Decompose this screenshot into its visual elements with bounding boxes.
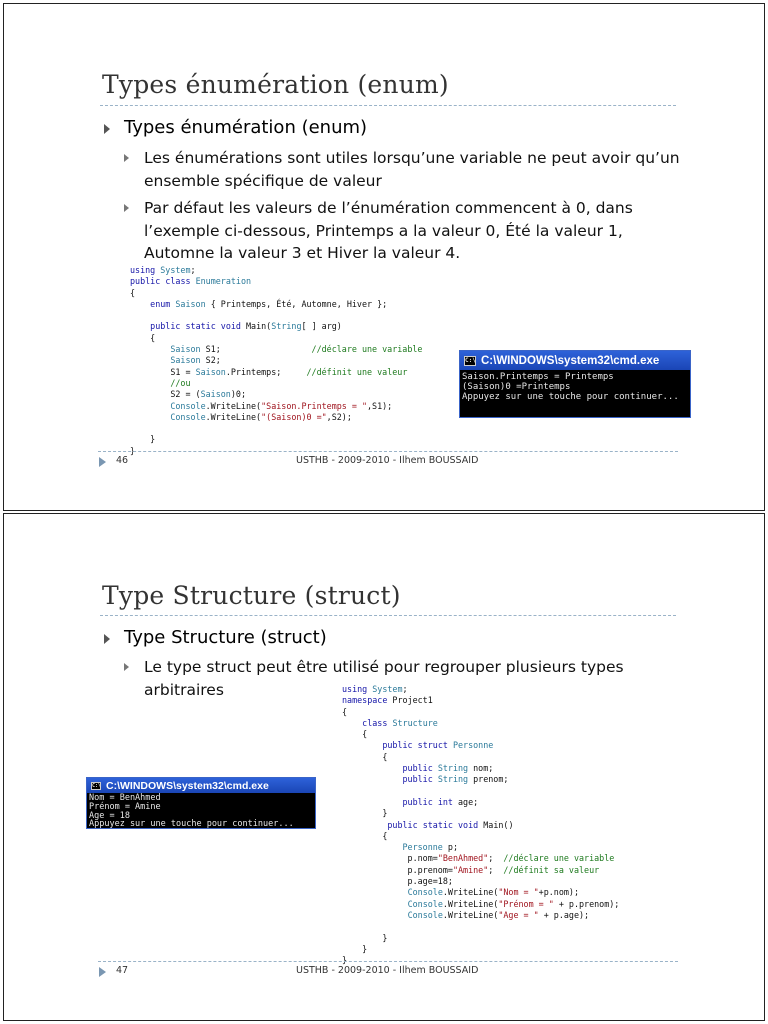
bullet-level1 — [104, 627, 327, 648]
page-number: 47 — [116, 965, 129, 976]
code-line: public int age; — [402, 796, 479, 807]
code-line: p.nom="BenAhmed"; //déclare une variable — [342, 853, 615, 864]
console-output — [460, 370, 690, 405]
console-line: (Saison)0 =Printemps — [462, 382, 571, 393]
console-titlebar[interactable] — [460, 351, 690, 370]
code-line: public struct Personne — [382, 740, 494, 751]
slide-46 — [3, 3, 765, 511]
console-line: Appuyez sur une touche pour continuer... — [462, 392, 679, 403]
slide-47 — [3, 513, 765, 1021]
console-titlebar[interactable] — [87, 778, 315, 793]
code-line: namespace Project1 — [342, 695, 433, 706]
code-line: } — [130, 434, 156, 445]
code-line: Console.WriteLine("Nom = "+p.nom); — [407, 887, 580, 898]
code-line: { — [130, 332, 156, 343]
sub-bullet — [124, 197, 684, 265]
code-line — [342, 921, 619, 932]
code-line: } — [342, 955, 348, 966]
code-line: class Structure — [362, 717, 438, 728]
console-window — [86, 777, 316, 829]
bullet-level1 — [104, 117, 367, 138]
sub-bullet-text: Les énumérations sont utiles lorsqu’une variable ne peut avoir qu’un ensemble spécifique de valeur — [144, 149, 680, 190]
console-output — [87, 793, 315, 831]
code-line: } — [342, 932, 388, 943]
code-line: p.age=18; — [342, 876, 453, 887]
footer-arrow-icon — [99, 457, 106, 467]
code-line: public String prenom; — [402, 774, 509, 785]
code-line: Console.WriteLine("Saison.Printemps = ",S1); — [170, 400, 393, 411]
code-listing — [130, 265, 422, 457]
code-line: public String nom; — [402, 763, 494, 774]
sub-bullet-text: Le type struct peut être utilisé pour regrouper plusieurs types arbitraires — [144, 658, 624, 699]
footer-arrow-icon — [99, 967, 106, 977]
code-line — [342, 786, 619, 797]
code-line: Console.WriteLine("(Saison)0 =",S2); — [170, 411, 352, 422]
page-number: 46 — [116, 455, 129, 466]
code-line: Personne p; — [402, 842, 458, 853]
code-line: using System; — [130, 265, 196, 275]
console-app-icon: C:\ — [465, 356, 476, 364]
console-line: Appuyez sur une touche pour continuer... — [89, 819, 294, 830]
code-line: Console.WriteLine("Age = " + p.age); — [407, 909, 590, 920]
bullet-text: Type Structure (struct) — [124, 627, 327, 648]
slide-title: Types énumération (enum) — [102, 70, 449, 99]
console-app-icon: C:\ — [92, 782, 102, 789]
bullet-arrow-icon — [104, 124, 110, 134]
footer-divider — [98, 961, 678, 962]
sub-bullet-text: Par défaut les valeurs de l’énumération commencent à 0, dans l’exemple ci-dessous, Printemps a la valeur 0, Été la valeur 1, Automne la valeur 3 et Hiver la valeur 4. — [144, 199, 633, 262]
code-line: Saison S2; — [170, 355, 221, 366]
code-listing — [342, 684, 619, 966]
code-line: public class Enumeration — [130, 276, 252, 287]
footer-divider — [98, 451, 678, 452]
console-line: Nom = BenAhmed — [89, 793, 161, 803]
code-line: } — [342, 808, 388, 819]
console-window — [459, 350, 691, 418]
code-line: p.prenom="Amine"; //définit sa valeur — [342, 864, 600, 875]
code-line: public static void Main() — [387, 819, 514, 830]
bullet-arrow-icon — [104, 634, 110, 644]
code-line: { — [130, 287, 136, 298]
code-line: { — [342, 706, 348, 717]
console-line: Saison.Printemps = Printemps — [462, 372, 614, 382]
code-line: { — [342, 830, 388, 841]
sub-bullet — [124, 147, 684, 192]
title-divider — [100, 105, 676, 106]
console-line: Age = 18 — [89, 810, 130, 821]
bullet-text: Types énumération (enum) — [124, 117, 368, 138]
console-title: C:\WINDOWS\system32\cmd.exe — [481, 354, 660, 367]
slide-title: Type Structure (struct) — [102, 581, 401, 610]
footer-text: USTHB - 2009-2010 - Ilhem BOUSSAID — [296, 455, 479, 466]
sub-bullet-arrow-icon — [124, 204, 129, 212]
code-line: } — [130, 445, 136, 456]
code-line: Console.WriteLine("Prénom = " + p.prenom); — [407, 898, 620, 909]
title-divider — [100, 615, 676, 616]
footer-text: USTHB - 2009-2010 - Ilhem BOUSSAID — [296, 965, 479, 976]
sub-bullet-arrow-icon — [124, 663, 129, 671]
code-line — [130, 310, 422, 321]
code-line: S1 = Saison.Printemps; //définit une valeur — [130, 366, 408, 377]
code-line: { — [342, 729, 368, 740]
code-line — [130, 423, 422, 434]
code-line: using System; — [342, 684, 408, 694]
code-line: } — [342, 943, 368, 954]
code-line: S2 = (Saison)0; — [130, 389, 246, 400]
code-line: { — [342, 751, 388, 762]
code-line: enum Saison { Printemps, Été, Automne, Hiver }; — [150, 298, 388, 309]
sub-bullet-arrow-icon — [124, 154, 129, 162]
code-line: Saison S1; //déclare une variable — [170, 344, 423, 355]
console-title: C:\WINDOWS\system32\cmd.exe — [106, 779, 269, 792]
code-line: //ou — [170, 377, 191, 388]
code-line: public static void Main(String[ ] arg) — [150, 321, 342, 332]
console-line: Prénom = Amine — [89, 801, 161, 812]
